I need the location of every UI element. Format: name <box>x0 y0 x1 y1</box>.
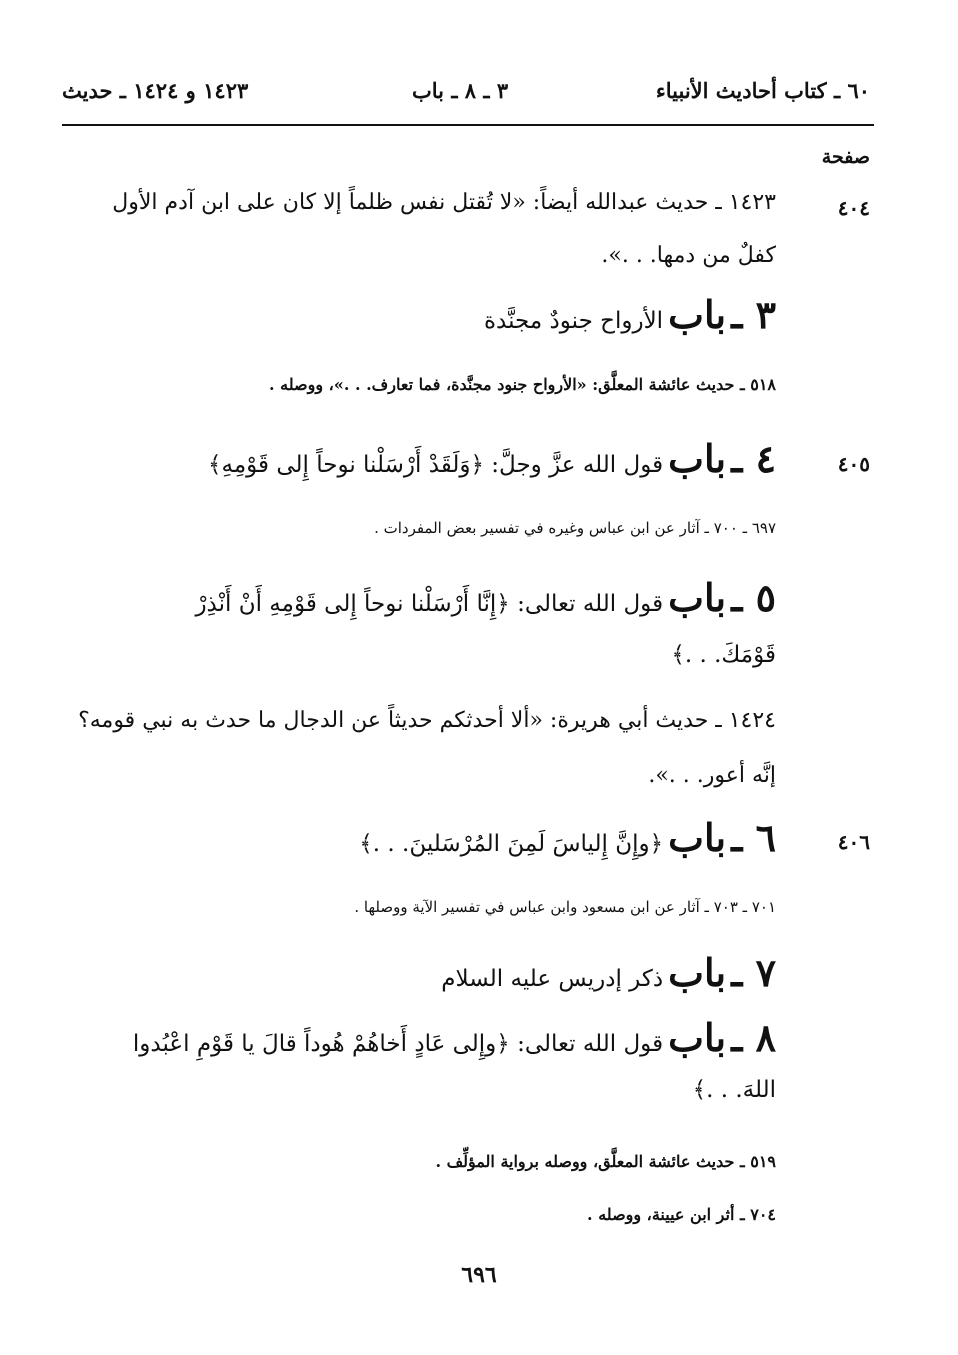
bab-number: ٦ ـ <box>731 815 776 860</box>
bab-word: باب <box>668 815 727 860</box>
note-701: ٧٠١ ـ ٧٠٣ ـ آثار عن ابن مسعود وابن عباس في تفسير الآية ووصلها . <box>354 898 776 916</box>
bab-title: ذكر إدريس عليه السلام <box>441 966 664 992</box>
bab-6-heading <box>60 815 776 860</box>
bab-title: قول الله عزَّ وجلَّ: ﴿وَلَقَدْ أَرْسَلْنا نوحاً إِلى قَوْمِهِ﴾ <box>208 452 664 478</box>
bab-7-heading <box>60 950 776 995</box>
hadith-1424-line1: ١٤٢٤ ـ حديث أبي هريرة: «ألا أحدثكم حديثاً عن الدجال ما حدث به نبي قومه؟ <box>78 708 776 733</box>
bab-word: باب <box>668 575 727 620</box>
hadith-1423-line2: كفلٌ من دمها. . .». <box>601 243 776 268</box>
hadith-1424-line2: إنَّه أعور. . .». <box>648 763 776 788</box>
margin-page-ref: ٤٠٤ <box>837 196 870 220</box>
bab-title: ﴿وإِنَّ إِلياسَ لَمِنَ المُرْسَلينَ. . .﴾ <box>359 831 664 857</box>
header-divider <box>62 124 874 126</box>
bab-word: باب <box>668 950 727 995</box>
header-book-title: ٦٠ ـ كتاب أحاديث الأنبياء <box>655 78 870 103</box>
header-hadith-range: ١٤٢٣ و ١٤٢٤ ـ حديث <box>62 78 249 103</box>
bab-title: الأرواح جنودٌ مجنَّدة <box>483 308 664 334</box>
bab-title: قول الله تعالى: ﴿وإِلى عَادٍ أَخاهُمْ هُوداً قالَ يا قَوْمِ اعْبُدوا <box>132 1031 664 1057</box>
bab-8-heading <box>60 1015 776 1060</box>
page-column-label: صفحة <box>821 146 870 168</box>
bab-5-title-line2: قَوْمَكَ. . .﴾ <box>671 642 776 668</box>
margin-page-ref: ٤٠٥ <box>837 452 870 476</box>
bab-word: باب <box>668 1015 727 1060</box>
bab-number: ٤ ـ <box>731 436 776 481</box>
hadith-1423-line1: ١٤٢٣ ـ حديث عبدالله أيضاً: «لا تُقتل نفس ظلماً إلا كان على ابن آدم الأول <box>112 190 776 215</box>
margin-page-ref: ٤٠٦ <box>837 830 870 854</box>
bab-8-title-line2: اللهَ. . .﴾ <box>692 1077 776 1103</box>
note-519: ٥١٩ ـ حديث عائشة المعلَّق، ووصله برواية المؤلِّف . <box>435 1152 776 1171</box>
note-697: ٦٩٧ ـ ٧٠٠ ـ آثار عن ابن عباس وغيره في تفسير بعض المفردات . <box>374 519 776 537</box>
header-chapter-range: ٣ ـ ٨ ـ باب <box>412 78 509 103</box>
page-number: ٦٩٦ <box>461 1262 497 1288</box>
note-518: ٥١٨ ـ حديث عائشة المعلَّق: «الأرواح جنود مجنَّدة، فما تعارف. . .»، ووصله . <box>269 375 776 394</box>
bab-number: ٨ ـ <box>731 1015 776 1060</box>
note-704: ٧٠٤ ـ أثر ابن عيينة، ووصله . <box>587 1205 776 1224</box>
bab-number: ٣ ـ <box>731 292 776 337</box>
bab-number: ٥ ـ <box>731 575 776 620</box>
bab-word: باب <box>668 292 727 337</box>
bab-5-heading <box>60 575 776 620</box>
bab-number: ٧ ـ <box>731 950 776 995</box>
bab-3-heading <box>60 292 776 337</box>
bab-word: باب <box>668 436 727 481</box>
bab-title: قول الله تعالى: ﴿إِنَّا أَرْسَلْنا نوحاً إِلى قَوْمِهِ أَنْ أَنْذِرْ <box>195 591 664 617</box>
bab-4-heading <box>60 436 776 481</box>
